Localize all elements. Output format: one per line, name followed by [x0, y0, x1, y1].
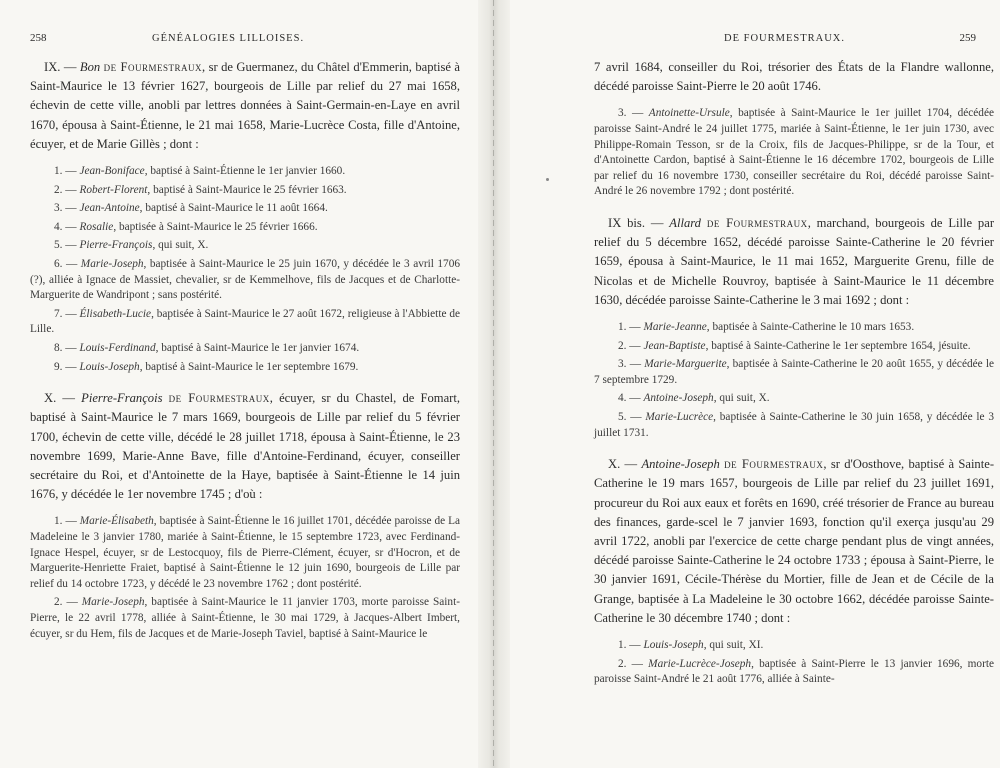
- child-text: , qui suit, X.: [152, 239, 209, 252]
- children-list: [594, 320, 994, 441]
- child-name: Pierre-François: [79, 239, 153, 252]
- child-name: Antoine-Joseph: [643, 392, 714, 405]
- child-name: Élisabeth-Lucie: [79, 307, 152, 320]
- child-entry: 5. — Pierre-François, qui suit, X.: [30, 238, 460, 254]
- child-text: , baptisé à Saint-Étienne le 1er janvier 1660.: [144, 165, 346, 178]
- child-text: , baptisé à Saint-Maurice le 1er janvier 1674.: [155, 341, 360, 354]
- generation-paragraph: [30, 389, 460, 504]
- left-page-text: [30, 58, 460, 656]
- child-number: 5.: [54, 239, 63, 252]
- child-entry: 2. — Marie-Joseph, baptisée à Saint-Maurice le 11 janvier 1703, morte paroisse Saint-Pierre, le 22 avril 1778, alliée à Saint-Étienne, le 30 mai 1729, à Jacques-Albert Imbert, écuyer, sr du Hem, fils de Jacques et de Marie-Joseph Taviel, baptisé à Saint-Maurice le: [30, 596, 460, 640]
- child-entry: 4. — Rosalie, baptisée à Saint-Maurice le 25 février 1666.: [30, 220, 460, 236]
- person-name: Pierre-François: [81, 391, 163, 406]
- child-text: , baptisé à Saint-Maurice le 11 août 1664.: [139, 202, 328, 215]
- generation-dash: —: [60, 60, 80, 74]
- child-number: 5.: [618, 410, 627, 423]
- child-text: , baptisée à Saint-Maurice le 25 juin 1670, y décédée le 3 avril 1706 (?), alliée à Ignace de Massiet, chevalier, sr de Kemmelhove, fils de Jacques et de Charlotte-Marguerite de Wandripont ; sans postérité.: [30, 257, 460, 302]
- child-number: 1.: [54, 165, 63, 178]
- child-text: , qui suit, X.: [713, 392, 770, 405]
- generation-paragraph: [594, 214, 994, 310]
- generation-number: X.: [44, 391, 57, 406]
- page-number: 258: [30, 32, 47, 44]
- child-name: Marie-Jeanne: [643, 320, 707, 333]
- child-entry: 3. — Jean-Antoine, baptisé à Saint-Maurice le 11 août 1664.: [30, 201, 460, 217]
- child-name: Rosalie: [79, 220, 114, 233]
- child-name: Louis-Joseph: [79, 360, 140, 373]
- child-name: Marie-Élisabeth: [79, 515, 154, 528]
- child-text: , qui suit, XI.: [703, 638, 764, 651]
- person-name: Allard: [669, 215, 701, 230]
- child-number: 6.: [54, 257, 63, 270]
- book-gutter: [478, 0, 510, 768]
- generation-text: , écuyer, sr du Chastel, de Fomart, baptisé à Saint-Maurice le 7 mars 1669, bourgeois de Lille par relief du 5 février 1700, échevin de cette ville, décédé le 28 juillet 1718, épousa à Saint-Étienne, le 23 novembre 1699, Marie-Anne Bave, fille d'Antoine-Ferdinand, écuyer, conseiller secrétaire du Roi, et d'Antoinette de la Haye, baptisée à Saint-Étienne le 14 juin 1676, y décédée le 1er novembre 1745 ; d'où :: [30, 391, 460, 502]
- scan-speck: [546, 178, 549, 181]
- right-page: [510, 0, 1000, 768]
- children-list: [594, 638, 994, 688]
- child-entry: 2. — Marie-Lucrèce-Joseph, baptisée à Saint-Pierre le 13 janvier 1696, morte paroisse Saint-André le 21 août 1776, alliée à Sainte-: [594, 657, 994, 686]
- child-name: Marie-Joseph: [80, 257, 144, 270]
- family-name: de Fourmestraux: [724, 457, 824, 472]
- child-entry: 6. — Marie-Joseph, baptisée à Saint-Maurice le 25 juin 1670, y décédée le 3 avril 1706 (?), alliée à Ignace de Massiet, chevalier, sr de Kemmelhove, fils de Jacques et de Charlotte-Marguerite de Wandripont ; sans postérité.: [30, 257, 460, 302]
- child-name: Marie-Lucrèce: [645, 410, 714, 423]
- child-name: Jean-Antoine: [79, 202, 140, 215]
- children-list: [30, 164, 460, 375]
- generation-dash: —: [644, 215, 670, 230]
- child-entry: 1. — Marie-Élisabeth, baptisée à Saint-Étienne le 16 juillet 1701, décédée paroisse de La Madeleine le 3 janvier 1780, mariée à Saint-Étienne, le 15 septembre 1723, avec Ferdinand-Ignace Hespel, écuyer, sr de Lestocquoy, fils de Pierre-Clément, écuyer, sr d'Hocron, et de Marguerite-Henriette Fraiet, baptisé à Saint-Étienne le 12 juin 1690, bourgeois de Lille par relief du 14 octobre 1723, y décédé le 23 novembre 1762 ; dont postérité.: [30, 515, 460, 590]
- child-entry: 2. — Robert-Florent, baptisé à Saint-Maurice le 25 février 1663.: [30, 183, 460, 199]
- page-number: 259: [959, 32, 976, 44]
- child-number: 3.: [618, 358, 627, 371]
- child-entry: 9. — Louis-Joseph, baptisé à Saint-Maurice le 1er septembre 1679.: [30, 360, 460, 376]
- child-number: 1.: [54, 515, 63, 528]
- child-entry: 7. — Élisabeth-Lucie, baptisée à Saint-Maurice le 27 août 1672, religieuse à l'Abbiette de Lille.: [30, 307, 460, 336]
- child-number: 2.: [618, 339, 627, 352]
- child-name: Jean-Baptiste: [643, 339, 706, 352]
- child-number: 4.: [54, 220, 63, 233]
- child-number: 3.: [54, 202, 63, 215]
- child-text: , baptisée à Saint-Maurice le 27 août 1672, religieuse à l'Abbiette de Lille.: [30, 307, 460, 336]
- family-name: de Fourmestraux: [103, 60, 203, 74]
- left-page-header: [0, 0, 478, 44]
- generation-paragraph: [30, 58, 460, 154]
- child-name: Marie-Joseph: [81, 596, 145, 609]
- child-name: Antoinette-Ursule: [648, 107, 730, 120]
- child-number: 1.: [618, 638, 627, 651]
- generation-dash: —: [56, 391, 82, 406]
- child-name: Louis-Ferdinand: [79, 341, 156, 354]
- child-entry: 8. — Louis-Ferdinand, baptisé à Saint-Maurice le 1er janvier 1674.: [30, 341, 460, 357]
- running-title: DE FOURMESTRAUX.: [724, 33, 846, 44]
- child-name: Marie-Lucrèce-Joseph: [648, 657, 752, 670]
- child-text: , baptisé à Saint-Maurice le 25 février 1663.: [147, 183, 347, 196]
- child-text: , baptisée à Sainte-Catherine le 20 août 1655, y décédée le 7 septembre 1729.: [594, 358, 994, 386]
- child-number: 9.: [54, 360, 63, 373]
- child-text: , baptisé à Sainte-Catherine le 1er septembre 1654, jésuite.: [705, 339, 971, 352]
- child-text: , baptisée à Saint-Maurice le 11 janvier 1703, morte paroisse Saint-Pierre, le 22 avril 1778, alliée à Saint-Étienne, le 30 mai 1729, à Jacques-Albert Imbert, écuyer, sr du Hem, fils de Jacques et de Marie-Joseph Taviel, baptisé à Saint-Maurice le: [30, 596, 460, 640]
- generation-text: , sr d'Oosthove, baptisé à Sainte-Catherine le 19 mars 1657, bourgeois de Lille par relief du 23 juillet 1691, procureur du Roi aux eaux et forêts en 1690, créé trésorier de France au bureau des finances, garde-scel le 7 janvier 1693, fonction qu'il exerça jusqu'au 29 avril 1722, anobli par l'exercice de cette charge pendant plus de vingt années, décédé paroisse Sainte-Catherine le 24 octobre 1733 ; épousa à Saint-Pierre, le 30 janvier 1691, Cécile-Thérèse du Mortier, fille de Jean et de Cécile de la Grange, baptisée à La Madeleine le 30 octobre 1662, décédée paroisse Sainte-Catherine le 30 décembre 1740 ; dont :: [594, 457, 995, 625]
- child-number: 2.: [54, 596, 63, 609]
- child-text: , baptisée à Saint-Étienne le 16 juillet 1701, décédée paroisse de La Madeleine le 3 janvier 1780, mariée à Saint-Étienne, le 15 septembre 1723, avec Ferdinand-Ignace Hespel, écuyer, sr de Lestocquoy, fils de Pierre-Clément, écuyer, sr d'Hocron, et de Marguerite-Henriette Fraiet, baptisé à Saint-Étienne le 12 juin 1690, bourgeois de Lille par relief du 14 octobre 1723, y décédé le 23 novembre 1762 ; dont postérité.: [30, 515, 460, 590]
- generation-number: IX.: [44, 60, 61, 74]
- child-entry: 1. — Marie-Jeanne, baptisée à Sainte-Catherine le 10 mars 1653.: [594, 320, 994, 336]
- child-text: , baptisée à Sainte-Catherine le 30 juin 1658, y décédée le 3 juillet 1731.: [594, 410, 994, 439]
- person-name: Antoine-Joseph: [641, 457, 720, 472]
- child-text: , baptisée à Saint-Maurice le 25 février 1666.: [113, 220, 318, 233]
- child-text: , baptisée à Saint-Pierre le 13 janvier 1696, morte paroisse Saint-André le 21 août 1776, alliée à Sainte-: [594, 657, 994, 686]
- generation-paragraph: [594, 455, 994, 628]
- right-page-text: [594, 58, 994, 702]
- child-entry: 5. — Marie-Lucrèce, baptisée à Sainte-Catherine le 30 juin 1658, y décédée le 3 juillet 1731.: [594, 410, 994, 439]
- right-page-header: [510, 0, 1000, 44]
- gutter-shadow: [493, 0, 494, 768]
- child-entry: 1. — Jean-Boniface, baptisé à Saint-Étienne le 1er janvier 1660.: [30, 164, 460, 180]
- person-name: Bon: [79, 60, 101, 74]
- generation-text: , sr de Guermanez, du Châtel d'Emmerin, baptisé à Saint-Maurice le 13 février 1627, bourgeois de Lille par relief du 27 mai 1658, échevin de cette ville, anobli par lettres données à Saint-Germain-en-Laye en avril 1670, épousa à Saint-Étienne, le 21 mai 1658, Marie-Lucrèce Costa, fille d'Antoine, écuyer, et de Marie Gillès ; dont :: [30, 60, 461, 151]
- child-name: Robert-Florent: [79, 183, 148, 196]
- child-number: 3.: [618, 107, 627, 120]
- child-entry: 3. — Antoinette-Ursule, baptisée à Saint-Maurice le 1er juillet 1704, décédée paroisse Saint-André le 24 juillet 1775, mariée à Saint-Étienne, le 1er juin 1730, avec Philippe-Romain Tesson, sr de la Croix, fils de Jacques-Philippe, sr de la Tour, et d'Antoinette Cardon, baptisé à Saint-Étienne le 16 décembre 1702, bourgeois de Lille par relief du 16 novembre 1730, conseiller secrétaire du Roi, décédé paroisse Saint-André le 26 novembre 1792 ; dont postérité.: [594, 107, 994, 198]
- children-list: [30, 514, 460, 642]
- continuation-paragraph: 7 avril 1684, conseiller du Roi, trésorier des États de la Flandre wallonne, décédé paroisse Saint-Pierre le 20 août 1746.: [594, 60, 994, 94]
- child-name: Jean-Boniface: [79, 165, 145, 178]
- generation-dash: —: [620, 457, 642, 472]
- child-name: Marie-Marguerite: [644, 358, 727, 371]
- family-name: de Fourmestraux: [168, 391, 270, 406]
- child-number: 2.: [54, 183, 63, 196]
- child-text: , baptisée à Saint-Maurice le 1er juillet 1704, décédée paroisse Saint-André le 24 juillet 1775, mariée à Saint-Étienne, le 1er juin 1730, avec Philippe-Romain Tesson, sr de la Croix, fils de Jacques-Philippe, sr de la Tour, et d'Antoinette Cardon, baptisé à Saint-Étienne le 16 décembre 1702, bourgeois de Lille par relief du 16 novembre 1730, conseiller secrétaire du Roi, décédé paroisse Saint-André le 26 novembre 1792 ; dont postérité.: [594, 107, 994, 198]
- family-name: de Fourmestraux: [706, 215, 808, 230]
- running-title: GÉNÉALOGIES LILLOISES.: [152, 33, 305, 44]
- child-entry: 4. — Antoine-Joseph, qui suit, X.: [594, 391, 994, 407]
- child-number: 2.: [618, 657, 627, 670]
- child-text: , baptisé à Saint-Maurice le 1er septembre 1679.: [139, 360, 359, 373]
- child-number: 7.: [54, 307, 63, 320]
- child-number: 4.: [618, 392, 627, 405]
- left-page: [0, 0, 478, 768]
- child-number: 1.: [618, 320, 627, 333]
- generation-number: X.: [608, 457, 621, 472]
- generation-text: , marchand, bourgeois de Lille par relief du 5 décembre 1652, décédé paroisse Sainte-Catherine le 20 février 1659, épousa à Saint-Maurice, le 11 mai 1652, Marguerite Grenu, fille de Nicolas et de Michelle Rouvroy, baptisée à Saint-Maurice le 11 décembre 1630, décédée paroisse Sainte-Catherine le 3 mai 1692 ; dont :: [594, 215, 995, 307]
- child-number: 8.: [54, 341, 63, 354]
- child-name: Louis-Joseph: [643, 638, 704, 651]
- child-entry: 3. — Marie-Marguerite, baptisée à Sainte-Catherine le 20 août 1655, y décédée le 7 septembre 1729.: [594, 358, 994, 386]
- child-entry: 1. — Louis-Joseph, qui suit, XI.: [594, 638, 994, 654]
- child-text: , baptisée à Sainte-Catherine le 10 mars 1653.: [706, 320, 915, 333]
- continuation-children: [594, 106, 994, 200]
- generation-number: IX bis.: [608, 215, 645, 230]
- child-entry: 2. — Jean-Baptiste, baptisé à Sainte-Catherine le 1er septembre 1654, jésuite.: [594, 339, 994, 355]
